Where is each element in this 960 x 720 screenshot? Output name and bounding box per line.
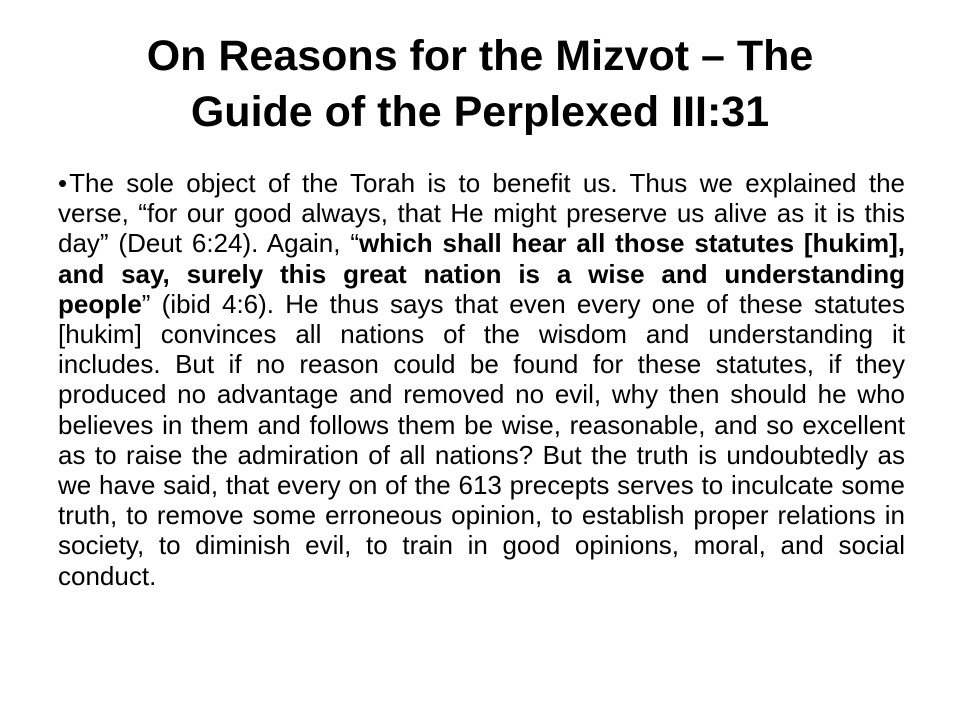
- body-text-part-2: ” (ibid 4:6). He thus says that even every one of these statutes [hukim] convinces all nations of the wisdom and understanding it includes. But if no reason could be found for these statutes, if they produced no advantage and removed no evil, why then should he who believes in them and follows them be wise, reasonable, and so excellent as to raise the admiration of all nations? But the truth is undoubtedly as we have said, that every on of the 613 precepts serves to inculcate some truth, to remove some erroneous opinion, to establish proper relations in society, to diminish evil, to train in good opinions, moral, and social conduct.: [58, 288, 905, 591]
- slide-title: [40, 28, 920, 140]
- bullet-paragraph: [58, 168, 905, 591]
- bullet-marker: •: [58, 168, 68, 198]
- quoted-verse-bold: which shall hear all those statutes [hukim], and say, surely this great nation is a wise and understanding people: [58, 228, 906, 319]
- body-text-part-1: The sole object of the Torah is to benefit us. Thus we explained the verse, “for our good always, that He might preserve us alive as it is this day” (Deut 6:24). Again, “: [58, 168, 905, 259]
- title-line-1: On Reasons for the Mizvot – The: [146, 32, 814, 80]
- title-line-2: Guide of the Perplexed III:31: [190, 88, 770, 136]
